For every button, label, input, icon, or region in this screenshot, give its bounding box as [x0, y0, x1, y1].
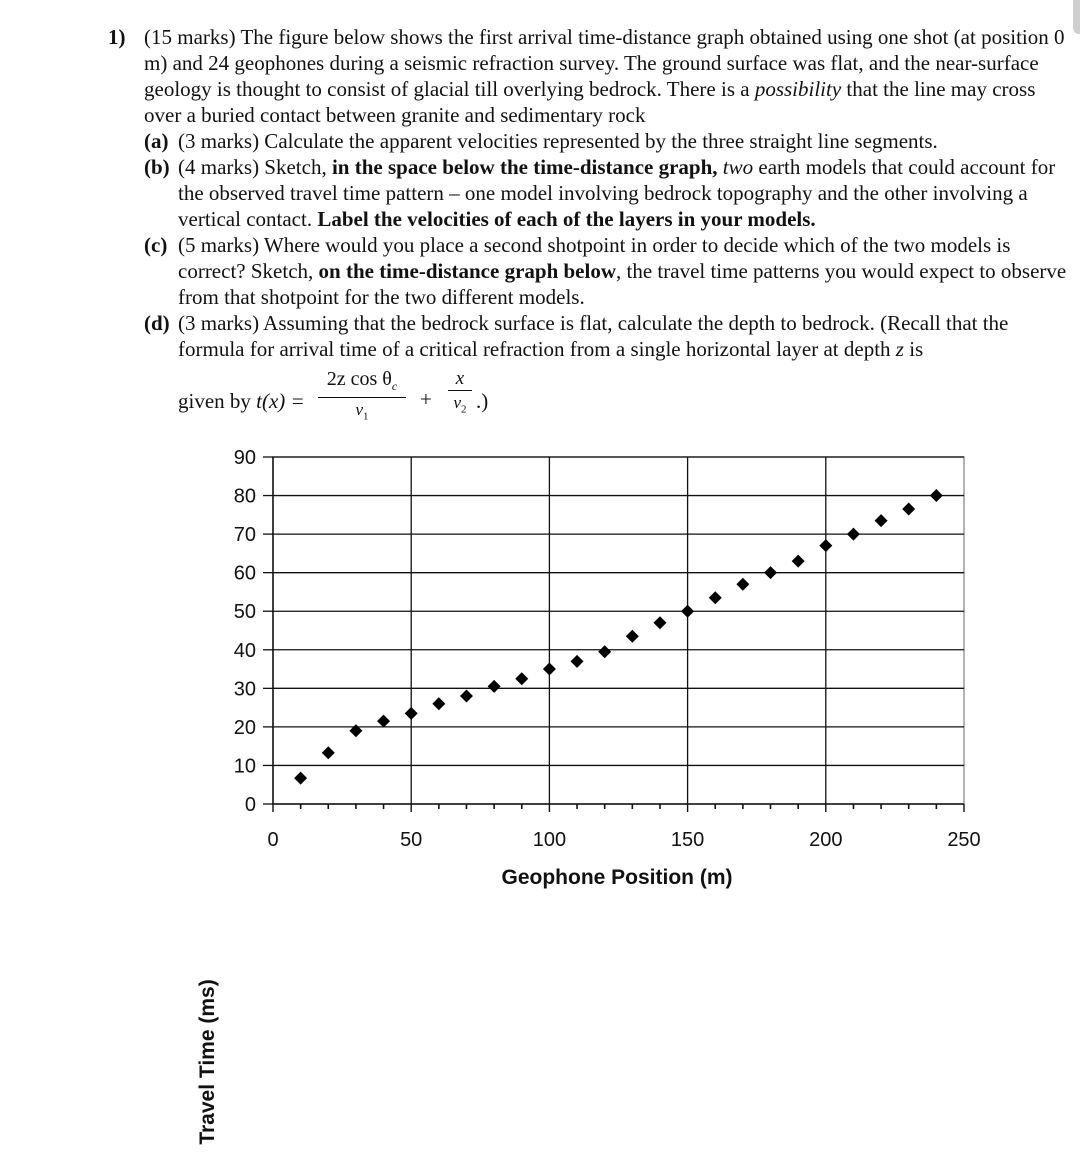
- data-point-10: [543, 663, 556, 676]
- data-point-24: [930, 489, 943, 502]
- x-tick-label-100: 100: [532, 829, 567, 851]
- data-point-11: [571, 655, 584, 668]
- part-b-text-a: (4 marks) Sketch,: [178, 155, 327, 179]
- x-tick-label-150: 150: [670, 829, 705, 851]
- x-tick-label-250: 250: [947, 829, 981, 851]
- question-marks: (15 marks): [144, 25, 236, 49]
- formula-den1-text: v: [355, 400, 364, 419]
- formula-denominator-2: [448, 391, 472, 421]
- data-point-4: [377, 715, 390, 728]
- formula-lhs: t(x) =: [256, 389, 305, 413]
- part-c-text-b: , the travel time patterns you would expect to observe from that shotpoint for the two different models.: [178, 259, 1067, 309]
- formula: [178, 362, 1068, 422]
- intro-text-b: that the line may cross over a buried contact between granite and sedimentary rock: [144, 77, 1036, 127]
- part-a-label: (a): [144, 129, 169, 153]
- part-c-label: (c): [144, 233, 168, 257]
- data-point-5: [405, 707, 418, 720]
- y-tick-label-70: 70: [233, 524, 256, 547]
- y-tick-label-60: 60: [233, 562, 256, 585]
- data-point-17: [736, 578, 749, 591]
- formula-plus: +: [420, 387, 432, 411]
- formula-given: [178, 388, 305, 414]
- data-point-14: [653, 616, 666, 629]
- data-point-8: [488, 680, 501, 693]
- part-c-text-a: (5 marks) Where would you place a second shotpoint in order to decide which of the two models is correct? Sketch,: [178, 233, 1011, 283]
- formula-given-text: given by: [178, 389, 251, 413]
- part-b-label: (b): [144, 155, 170, 179]
- data-point-22: [875, 514, 888, 527]
- page-edge: [1073, 0, 1080, 34]
- data-point-15: [681, 605, 694, 618]
- part-c: [144, 232, 1068, 310]
- question-intro: [144, 24, 1068, 128]
- y-tick-label-40: 40: [233, 639, 256, 662]
- y-tick-label-30: 30: [233, 678, 256, 701]
- formula-tail: .): [476, 389, 489, 413]
- data-point-6: [432, 697, 445, 710]
- part-b-bold: in the space below the time-distance graph,: [331, 155, 718, 179]
- part-b-bold-2: Label the velocities of each of the layers in your models.: [317, 207, 816, 231]
- question-body: [144, 24, 1068, 422]
- formula-numerator-2: x: [448, 368, 472, 391]
- data-point-16: [709, 591, 722, 604]
- data-point-23: [902, 503, 915, 516]
- grid-layer: [273, 457, 964, 804]
- question-number: 1): [108, 25, 126, 49]
- intro-text-a: The figure below shows the first arrival time-distance graph obtained using one shot (at position 0 m) and 24 geophones during a seismic refraction survey. The ground surface was flat, and the near-surface geology is thought to consist of glacial till overlying bedrock. There is a: [144, 25, 1065, 101]
- formula-den2-text: v: [453, 393, 462, 412]
- data-point-21: [847, 528, 860, 541]
- x-tick-label-50: 50: [400, 829, 423, 851]
- formula-numerator-1: [318, 368, 406, 398]
- y-tick-label-20: 20: [233, 716, 256, 739]
- intro-emphasis: possibility: [754, 77, 842, 101]
- data-point-1: [294, 772, 307, 785]
- data-point-7: [460, 690, 473, 703]
- part-b: [144, 154, 1068, 232]
- y-axis-label: Travel Time (ms): [196, 979, 219, 1145]
- data-point-19: [792, 555, 805, 568]
- data-point-12: [598, 645, 611, 658]
- part-a: [144, 128, 1068, 154]
- formula-sub-1: 1: [363, 410, 369, 423]
- data-point-13: [626, 630, 639, 643]
- formula-sub-c: c: [391, 379, 398, 393]
- formula-fraction-2: [448, 368, 472, 421]
- part-a-text: (3 marks) Calculate the apparent velocities represented by the three straight line segments.: [178, 129, 938, 153]
- part-b-text-c: earth models that could account for the observed travel time pattern – one model involving bedrock topography and the other involving a vertical contact.: [178, 155, 1056, 231]
- question-block: [108, 24, 1068, 422]
- plot-frame: [273, 457, 964, 804]
- data-point-2: [322, 746, 335, 759]
- time-distance-chart: [0, 430, 1080, 1145]
- data-point-9: [515, 672, 528, 685]
- x-tick-label-0: 0: [267, 829, 279, 851]
- x-axis-label: Geophone Position (m): [501, 866, 733, 889]
- part-d-emphasis: z: [895, 337, 904, 361]
- x-tick-label-200: 200: [809, 829, 843, 851]
- data-point-3: [349, 724, 362, 737]
- part-c-bold: on the time-distance graph below: [318, 259, 617, 283]
- y-tick-label-90: 90: [233, 447, 256, 469]
- formula-fraction-1: [318, 368, 406, 428]
- part-d-label: (d): [144, 311, 170, 335]
- formula-num1-text: 2z cos θ: [326, 368, 392, 390]
- part-b-emphasis: two: [722, 155, 754, 179]
- part-d-text-b: is: [909, 337, 924, 361]
- y-tick-label-50: 50: [233, 601, 256, 624]
- y-tick-label-0: 0: [244, 794, 256, 816]
- y-tick-label-10: 10: [233, 755, 256, 778]
- data-point-18: [764, 566, 777, 579]
- part-d: [144, 310, 1068, 362]
- data-point-20: [819, 539, 832, 552]
- data-points: [294, 489, 943, 785]
- formula-denominator-1: [318, 398, 406, 428]
- part-d-text-a: (3 marks) Assuming that the bedrock surface is flat, calculate the depth to bedrock. (Recall that the formula for arrival time of a critical refraction from a single horizontal layer at depth: [178, 311, 1009, 361]
- formula-sub-2: 2: [461, 403, 467, 416]
- y-tick-label-80: 80: [233, 485, 256, 508]
